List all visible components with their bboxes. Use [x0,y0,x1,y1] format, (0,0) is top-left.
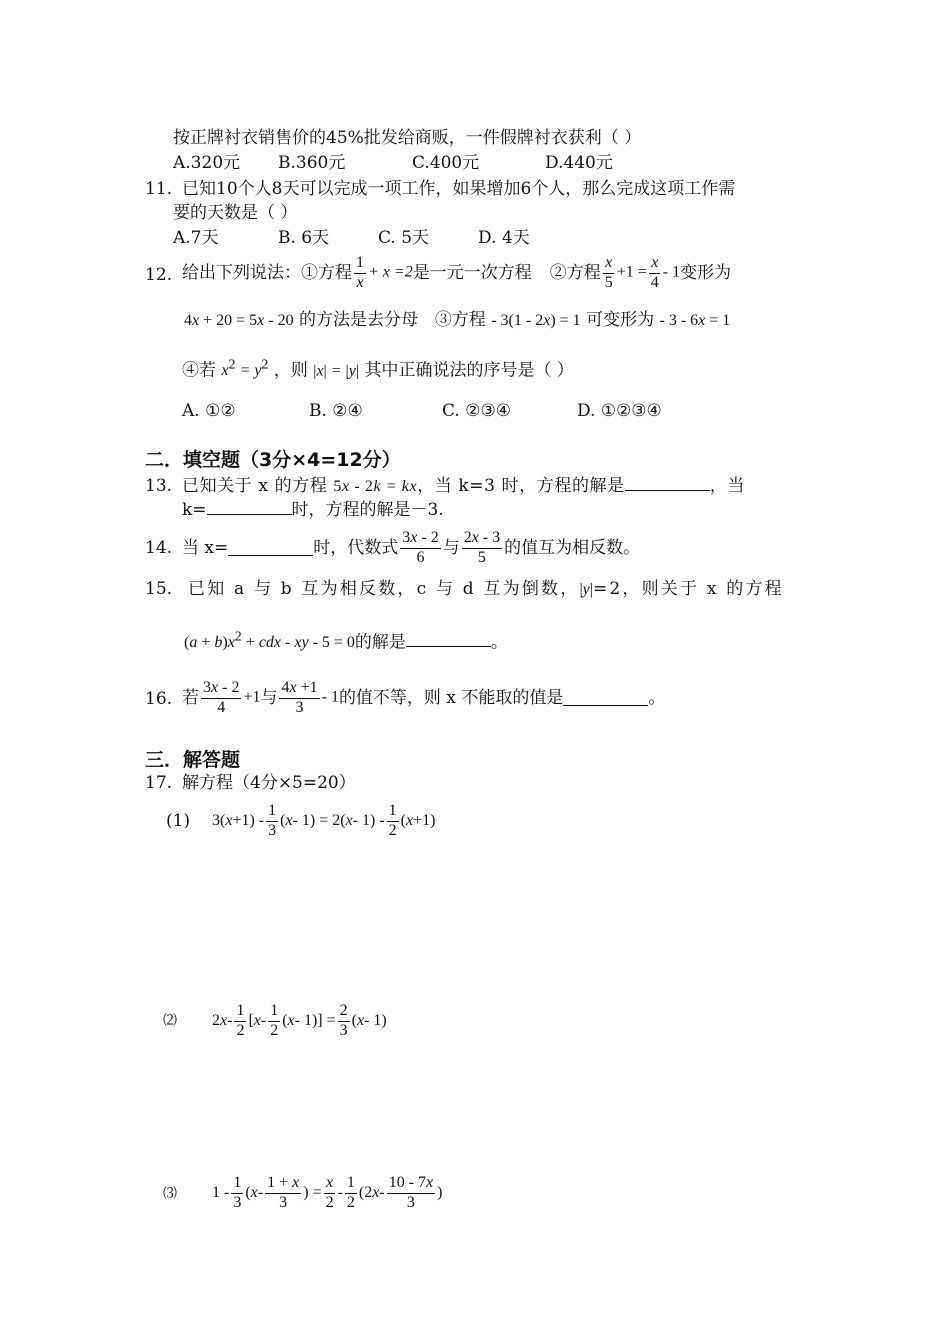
q12-text-1: 给出下列说法：①方程 [182,262,352,283]
q12-equation-2: $\frac{x}{5}$ +1 = $\frac{x}{4}$ - 1 [604,254,681,291]
q17-item-1-label: (1) [166,811,191,831]
q13-text-1: 已知关于 x 的方程 [182,476,328,496]
q15-number: 15. [145,579,173,599]
q15-line1 [188,579,784,599]
q14-text-2: 时，代数式 [313,537,399,558]
q17-number: 17. [145,773,173,793]
q11-option-b: B. 6天 [278,228,330,248]
q12-text-6: ③方程 [434,310,486,330]
q12-option-a: A. ①② [182,401,236,421]
q16-line [182,675,665,721]
q17-equation-2: 2 x - $\frac{1}{2}$ [ x - $\frac{1}{2}$ ( x - 1)] = $\frac{2}{3}$ ( x - 1) [212,1002,387,1039]
q16-text-2: 与 [260,687,278,708]
q17-title: 解方程（4分×5=20） [182,773,356,793]
q12-option-d: D. ①②③④ [577,401,662,421]
q12-equation-5: - 3 - 6x = 1 [659,312,731,329]
section-2-title: 二．填空题（3分×4=12分） [145,449,401,471]
q12-text-9: ，则 [273,360,308,381]
q16-text-4: 。 [648,687,666,708]
q17-equation-3: 1 - $\frac{1}{3}$ ( x - $\frac{1 + x}{3}$ ) = $\frac{x}{2}$ - $\frac{1}{2}$ (2 x - $\frac{10 - 7x}{3}$ ) [212,1174,443,1211]
q15-text-2: =2，则关于 x 的方程 [592,579,784,599]
q13-text-5: 时，方程的解是－3. [291,500,444,520]
q13-text-4: k= [182,500,207,520]
q13-blank-2[interactable] [207,500,292,515]
q12-text-10: 其中正确说法的序号是（ ） [364,360,574,381]
q14-line [182,525,640,571]
q13-line1 [182,476,745,496]
q12-line1 [182,250,731,296]
q15-text-1: 已知 a 与 b 互为相反数，c 与 d 互为倒数， [188,579,580,599]
q14-text-3: 与 [442,537,460,558]
q14-expression-1: $\frac{3x - 2}{6}$ [402,529,439,566]
q15-blank[interactable] [406,632,491,647]
q12-equation-1: $\frac{1}{x}$ + x =2 [356,254,413,291]
q11-line2: 要的天数是（ ） [173,203,298,223]
q16-text-3: 的值不等，则 x 不能取的值是 [338,687,564,708]
q14-blank[interactable] [228,541,313,556]
q12-text-8: ④若 [182,360,216,381]
q17-item-2-label: ⑵ [163,1013,177,1029]
q12-line2 [184,310,730,330]
q12-text-3: ②方程 [549,262,601,283]
q12-option-c: C. ②③④ [442,401,511,421]
q12-number: 12. [145,265,173,285]
q10-option-b: B.360元 [278,153,346,173]
q12-options [182,401,662,421]
q17-item-3-label: ⑶ [163,1186,177,1202]
q14-text-4: 的值互为相反数。 [504,537,641,558]
q16-text-1: 若 [182,687,199,708]
q12-equation-4: - 3(1 - 2x) = 1 [491,312,581,329]
q12-equation-3: 4x + 20 = 5x - 20 [184,312,294,329]
q13-text-2: ，当 k=3 时，方程的解是 [417,476,625,496]
q11-options [173,228,530,248]
q13-equation: 5x - 2k = kx [333,478,418,495]
q11-option-d: D. 4天 [478,228,530,248]
q10-option-c: C.400元 [412,153,480,173]
q12-equation-7: |x| = |y| [313,362,360,380]
q17-equation-1: 3( x +1) - $\frac{1}{3}$ ( x - 1) = 2( x - 1) - $\frac{1}{2}$ ( x +1) [212,802,436,839]
q15-equation: $(a + b)x^2$ + cdx - xy - 5 = 0 [184,630,355,652]
q13-text-3: ，当 [709,476,745,496]
q15-text-4: 。 [490,632,508,653]
q10-text: 按正牌衬衣销售价的45%批发给商贩，一件假牌衬衣获利（ ） [173,128,642,148]
q12-equation-6: $x^2 = y^2$ [221,358,269,380]
q15-abs-y: |y| [579,581,593,598]
q12-text-7: 可变形为 [586,310,655,330]
section-3-title: 三．解答题 [145,749,241,771]
q16-expression-1: $\frac{3x - 2}{4}$ +1 [203,679,261,716]
q11-option-c: C. 5天 [378,228,430,248]
q12-text-5: 的方法是去分母 [299,310,418,330]
q14-expression-2: $\frac{2x - 3}{5}$ [463,529,501,566]
q11-number: 11. [145,179,173,199]
q12-option-b: B. ②④ [309,401,363,421]
q14-number: 14. [145,538,173,558]
q10-options [173,153,613,173]
q12-text-2: 是一元一次方程 [412,262,532,283]
q11-option-a: A.7天 [173,228,219,248]
q12-text-4: 变形为 [680,262,732,283]
q10-option-a: A.320元 [173,153,241,173]
q11-line1: 已知10个人8天可以完成一项工作，如果增加6个人，那么完成这项工作需 [182,179,736,199]
q13-line2 [182,500,444,520]
q16-number: 16. [145,689,173,709]
q13-number: 13. [145,476,173,496]
q12-line3 [182,358,574,381]
q16-blank[interactable] [563,691,648,706]
q13-blank-1[interactable] [625,476,710,491]
q16-expression-2: $\frac{4x +1}{3}$ - 1 [281,679,339,716]
q10-option-d: D.440元 [545,153,613,173]
q14-text-1: 当 x= [182,537,229,558]
q15-text-3: 的解是 [354,632,406,653]
q15-line2 [184,630,508,653]
